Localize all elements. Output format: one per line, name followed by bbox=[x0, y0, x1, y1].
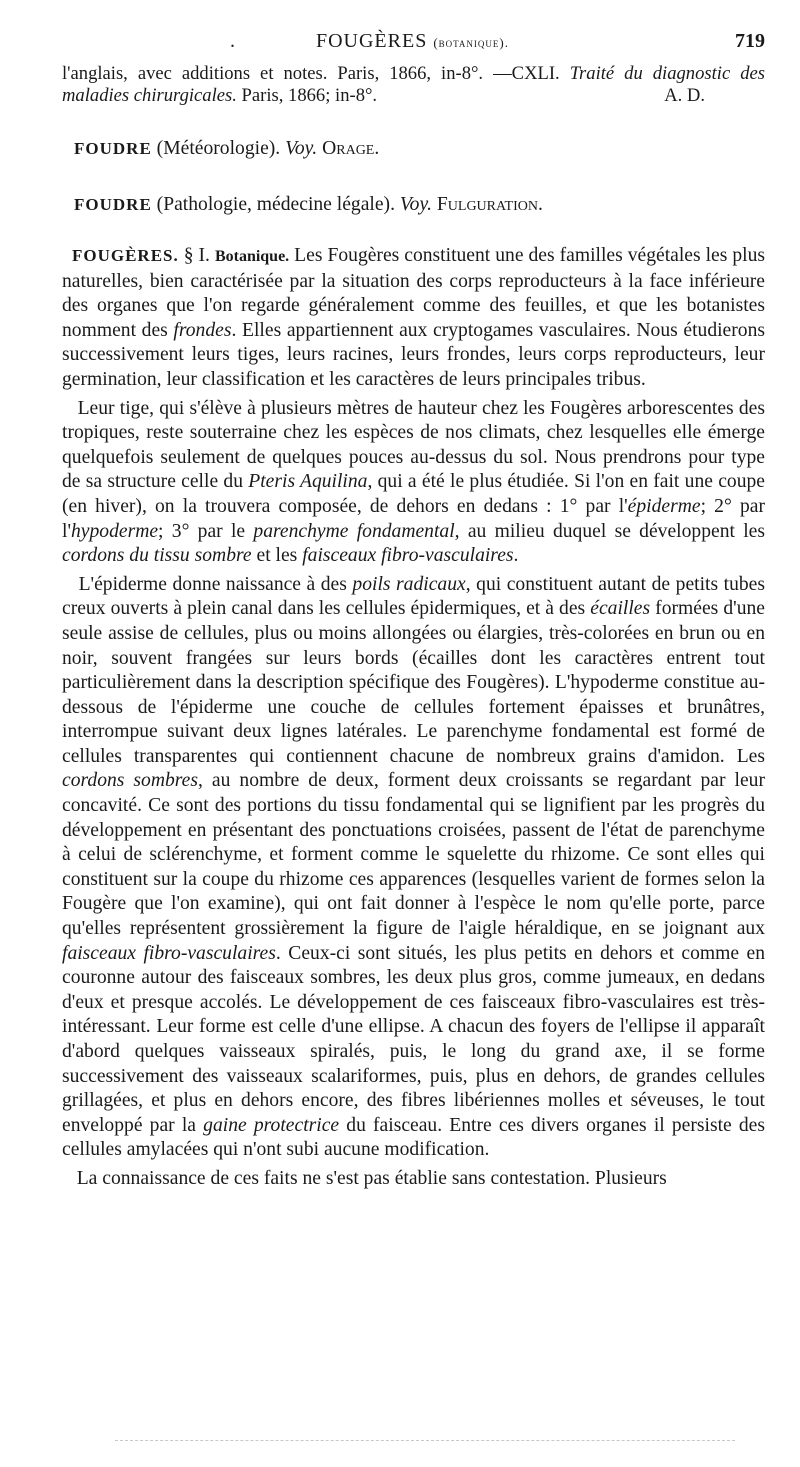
running-head-title bbox=[60, 30, 765, 53]
text-run: . Ceux-ci sont situés, les plus petits en dehors et comme en couronne autour des faisceaux sombres, les deux plus gros, comme jumeaux, en dedans d'eux et presque accolés. Le développement de ces faisceaux fibro-vasculaires est très-intéressant. Leur forme est celle d'une ellipse. A chacun des foyers de l'ellipse il apparaît d'abord quelques vaisseaux spiralés, puis, le long du grand axe, il se forme successivement des vaisseaux scalariformes, puis, plus en dehors, de grandes cellules grillagées, et plus en dehors encore, des fibres libériennes molles et séveuses, le tout enveloppé par la bbox=[62, 942, 766, 1136]
text-run: du faisceau. Entre ces divers organes il persiste des cellules amylacées qui n'ont subi aucune modification. bbox=[62, 1114, 766, 1161]
ref-title: Traité du diagnostic des maladies chirurgicales. bbox=[62, 63, 766, 106]
entry-voy: Voy. bbox=[399, 194, 432, 215]
article-fougeres bbox=[62, 244, 765, 1192]
running-head-dot: . bbox=[230, 30, 235, 52]
text-run: , qui constituent autant de petits tubes creux ouverts à plein canal dans les cellules épidermiques, et à des bbox=[62, 573, 765, 620]
entry-target: Orage. bbox=[317, 138, 380, 159]
author-signature: A. D. bbox=[664, 85, 705, 106]
term-frondes: frondes bbox=[173, 319, 232, 341]
entry-head: FOUDRE bbox=[74, 139, 152, 158]
text-run: . bbox=[513, 545, 519, 567]
paragraph-3 bbox=[62, 573, 765, 1163]
term-pteris: Pteris Aquilina bbox=[248, 471, 368, 493]
text-run: , au milieu duquel se développent les bbox=[454, 520, 765, 542]
running-head-main: FOUGÈRES bbox=[315, 30, 428, 52]
paragraph-4 bbox=[62, 1167, 765, 1192]
running-head bbox=[60, 30, 765, 56]
term-poils: poils radicaux bbox=[352, 573, 466, 595]
paragraph-1 bbox=[62, 244, 765, 393]
text-run: La connaissance de ces faits ne s'est pas établie sans contestation. Plusieurs bbox=[76, 1167, 667, 1189]
text-run: , qui a été le plus étudiée. Si l'on en fait une coupe (en hiver), on la trouvera composée, de dehors en dedans : 1° par l' bbox=[62, 471, 765, 517]
running-head-subtitle: (botanique). bbox=[433, 35, 510, 50]
entry-foudre-meteorologie bbox=[74, 138, 379, 160]
reference-continuation bbox=[62, 63, 765, 107]
entry-head: FOUDRE bbox=[74, 195, 152, 214]
term-cordons: cordons du tissu sombre bbox=[62, 545, 252, 567]
term-faisceaux: faisceaux fibro-vasculaires bbox=[302, 545, 514, 567]
term-parenchyme: parenchyme fondamental bbox=[253, 520, 455, 542]
entry-desc: (Pathologie, médecine légale). bbox=[151, 194, 400, 215]
text-run: ; 3° par le bbox=[158, 520, 254, 542]
text-run: , au nombre de deux, forment deux croissants se regardant par leur concavité. Ce sont des portions du tissu fondamental qui se lignifient par les progrès du développement en présentant des ponctuations croisées, passent de l'état de parenchyme à celui de sclérenchyme, et forment comme le squelette du rhizome. Ce sont elles qui constituent sur la coupe du rhizome ces apparences (lesquelles varient de formes selon la Fougère que l'on examine), qui ont fait donner à l'espèce le nom qu'elle porte, parce qu'elles représentent grossièrement la figure de l'aigle héraldique, en se joignant aux bbox=[62, 770, 765, 940]
ref-tail: Paris, 1866; in-8°. bbox=[236, 85, 378, 106]
section-title: Botanique. bbox=[214, 248, 290, 265]
term-ecailles: écailles bbox=[590, 598, 651, 620]
entry-foudre-pathologie bbox=[74, 194, 543, 216]
text-run: et les bbox=[251, 545, 303, 567]
entry-voy: Voy. bbox=[285, 138, 318, 159]
term-hypoderme: hypoderme bbox=[70, 520, 159, 542]
page-number: 719 bbox=[735, 30, 765, 52]
term-epiderme: épiderme bbox=[627, 495, 701, 517]
text-run: Leur tige, qui s'élève à plusieurs mètres de hauteur chez les Fougères arborescentes des tropiques, reste souterraine chez les espèces de nos climats, chez lesquelles elle émerge quelquefois seulement de quelques pouces au-dessus du sol. Nous prendrons pour type de sa structure celle du bbox=[62, 397, 765, 493]
article-head: FOUGÈRES. bbox=[71, 246, 179, 265]
entry-desc: (Météorologie). bbox=[151, 138, 286, 159]
term-gaine: gaine protectrice bbox=[203, 1114, 340, 1136]
text-run: L'épiderme donne naissance à des bbox=[78, 573, 353, 595]
term-cordons-sombres: cordons sombres bbox=[62, 770, 199, 792]
term-faisceaux: faisceaux fibro-vasculaires bbox=[62, 942, 276, 964]
text-run: Les Fougères constituent une des familles végétales les plus naturelles, bien caractérisée par la situation des corps reproducteurs à la face inférieure des organes que l'on regarde généralement comme des feuilles, et que les botanistes nomment des bbox=[62, 245, 765, 341]
footer-rule bbox=[115, 1440, 735, 1447]
text-run: formées d'une seule assise de cellules, plus ou moins allongées ou élargies, très-colorées en brun ou en noir, souvent frangées sur leurs bords (écailles dont les caractères entrent tout particulièrement dans la description spécifique des Fougères). L'hypoderme constitue au-dessous de l'épiderme une couche de cellules fortement épaisses et brunâtres, interrompue suivant deux lignes latérales. Le parenchyme fondamental est formé de cellules transparentes qui contiennent chacune de nombreux grains d'amidon. Les bbox=[62, 598, 765, 767]
ref-line: l'anglais, avec additions et notes. Paris, 1866, in-8°. —CXLI. bbox=[62, 63, 570, 84]
text-run: ; 2° par l' bbox=[62, 495, 765, 542]
entry-target: Fulguration. bbox=[431, 194, 543, 215]
section-number: § I. bbox=[178, 245, 215, 266]
paragraph-2 bbox=[62, 397, 765, 569]
text-run: . Elles appartiennent aux cryptogames vasculaires. Nous étudierons successivement leurs tiges, leurs racines, leurs frondes, leurs corps reproducteurs, leur germination, leur classification et les caractères de leurs principales tribus. bbox=[62, 319, 765, 390]
